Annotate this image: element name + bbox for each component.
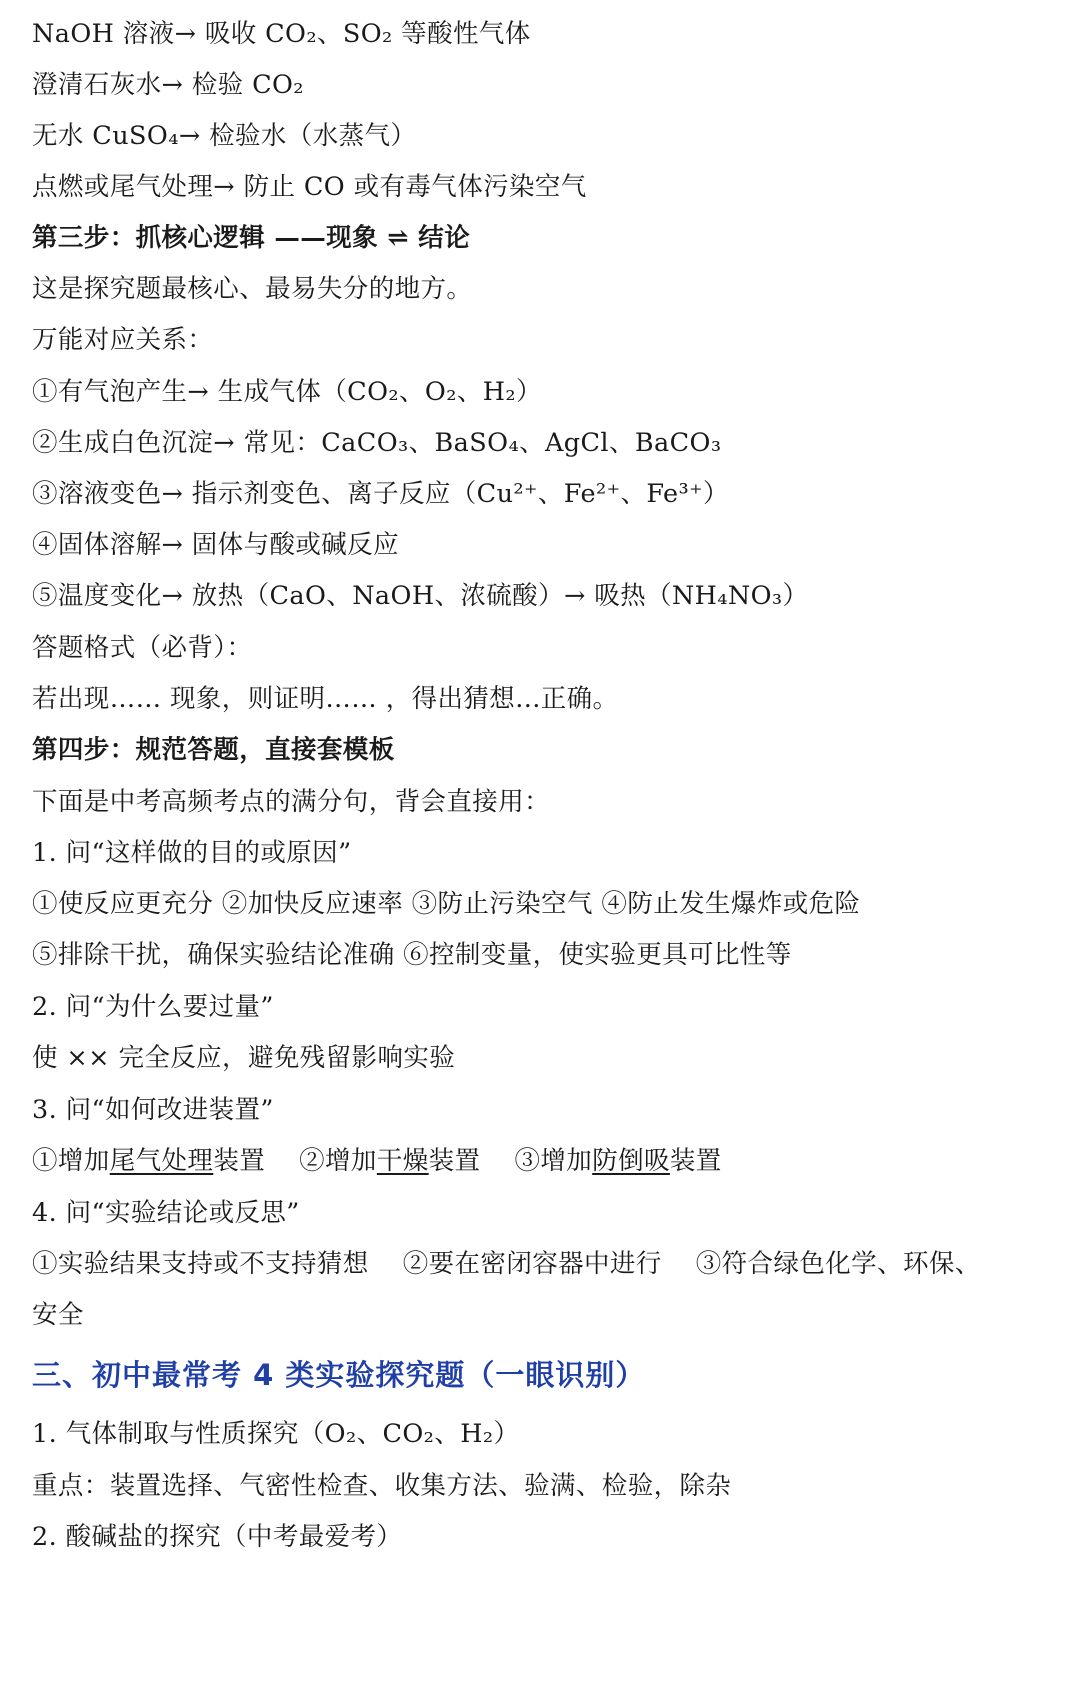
text-segment: 装置 bbox=[669, 1146, 722, 1176]
list-item: ①有气泡产生→ 生成气体（CO₂、O₂、H₂） bbox=[32, 377, 542, 407]
answer-line: 使 ×× 完全反应，避免残留影响实验 bbox=[32, 1043, 456, 1073]
underlined-term: 防倒吸 bbox=[592, 1146, 670, 1176]
text-line: 1. 气体制取与性质探究（O₂、CO₂、H₂） bbox=[32, 1419, 520, 1449]
text-line: 重点：装置选择、气密性检查、收集方法、验满、检验，除杂 bbox=[32, 1471, 732, 1501]
text-line: 澄清石灰水→ 检验 CO₂ bbox=[32, 70, 304, 100]
list-item: ②生成白色沉淀→ 常见：CaCO₃、BaSO₄、AgCl、BaCO₃ bbox=[32, 428, 722, 458]
text-line: 万能对应关系： bbox=[32, 325, 214, 355]
list-item: ③溶液变色→ 指示剂变色、离子反应（Cu²⁺、Fe²⁺、Fe³⁺） bbox=[32, 479, 729, 509]
answer-line: ①使反应更充分 ②加快反应速率 ③防止污染空气 ④防止发生爆炸或危险 bbox=[32, 889, 861, 919]
step-four-title: 第四步：规范答题，直接套模板 bbox=[32, 735, 395, 765]
text-line: 2. 酸碱盐的探究（中考最爱考） bbox=[32, 1522, 403, 1552]
text-line: 答题格式（必背）： bbox=[32, 633, 253, 663]
question-item: 3. 问“如何改进装置” bbox=[32, 1095, 274, 1125]
question-item: 1. 问“这样做的目的或原因” bbox=[32, 838, 352, 868]
section-heading: 三、初中最常考 4 类实验探究题（一眼识别） bbox=[32, 1358, 646, 1392]
underlined-term: 干燥 bbox=[376, 1146, 429, 1176]
answer-line: ①实验结果支持或不支持猜想 ②要在密闭容器中进行 ③符合绿色化学、环保、 bbox=[32, 1249, 981, 1279]
text-line: 点燃或尾气处理→ 防止 CO 或有毒气体污染空气 bbox=[32, 172, 587, 202]
list-item: ⑤温度变化→ 放热（CaO、NaOH、浓硫酸）→ 吸热（NH₄NO₃） bbox=[32, 581, 809, 611]
text-segment: 装置 ②增加 bbox=[213, 1146, 377, 1176]
underlined-term: 尾气处理 bbox=[109, 1146, 214, 1176]
text-line: 无水 CuSO₄→ 检验水（水蒸气） bbox=[32, 121, 417, 151]
list-item: ④固体溶解→ 固体与酸或碱反应 bbox=[32, 530, 399, 560]
text-line: 若出现…… 现象，则证明…… ，得出猜想...正确。 bbox=[32, 684, 619, 714]
answer-line: ⑤排除干扰，确保实验结论准确 ⑥控制变量，使实验更具可比性等 bbox=[32, 940, 792, 970]
text-line: 下面是中考高频考点的满分句，背会直接用： bbox=[32, 787, 551, 817]
question-item: 2. 问“为什么要过量” bbox=[32, 992, 274, 1022]
text-line: NaOH 溶液→ 吸收 CO₂、SO₂ 等酸性气体 bbox=[32, 19, 531, 49]
step-three-title: 第三步：抓核心逻辑 ——现象 ⇌ 结论 bbox=[32, 223, 471, 253]
text-segment: ①增加 bbox=[32, 1146, 110, 1176]
text-line: 这是探究题最核心、最易失分的地方。 bbox=[32, 274, 473, 304]
answer-line: 安全 bbox=[32, 1300, 84, 1330]
text-segment: 装置 ③增加 bbox=[428, 1146, 593, 1176]
question-item: 4. 问“实验结论或反思” bbox=[32, 1198, 300, 1228]
answer-line bbox=[32, 1143, 722, 1179]
